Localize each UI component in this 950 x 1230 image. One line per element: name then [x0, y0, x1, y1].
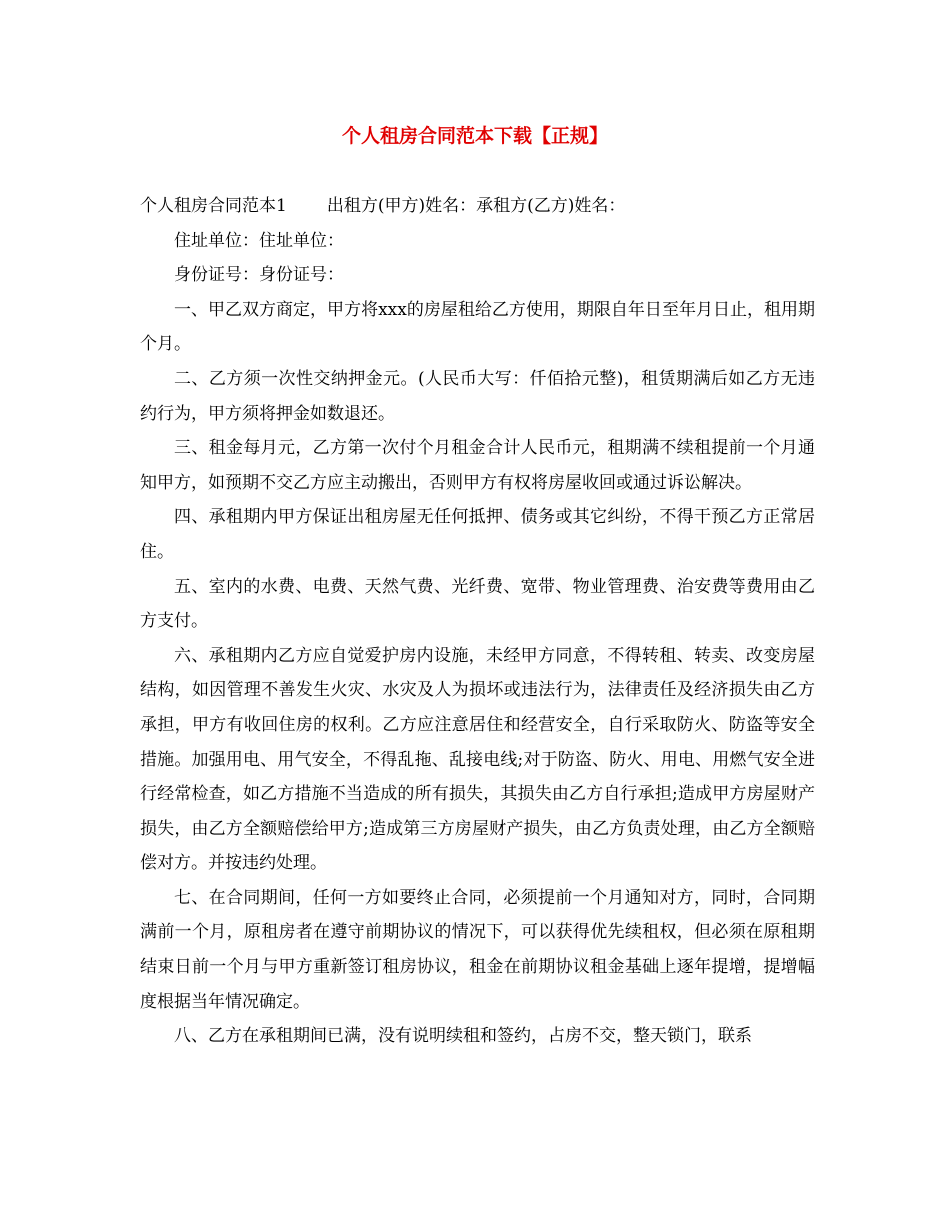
clause-6: 六、承租期内乙方应自觉爱护房内设施，未经甲方同意，不得转租、转卖、改变房屋结构，如因管理不善发生火灾、水灾及人为损坏或违法行为，法律责任及经济损失由乙方承担，甲方有收回住房的权利。乙方应注意居住和经营安全，自行采取防火、防盗等安全措施。加强用电、用气安全，不得乱拖、乱接电线;对于防盗、防火、用电、用燃气安全进行经常检查，如乙方措施不当造成的所有损失，其损失由乙方自行承担;造成甲方房屋财产损失，由乙方全额赔偿给甲方;造成第三方房屋财产损失，由乙方负责处理，由乙方全额赔偿对方。并按违约处理。 [140, 645, 815, 874]
clause-3: 三、租金每月元，乙方第一次付个月租金合计人民币元，租期满不续租提前一个月通知甲方，如预期不交乙方应主动搬出，否则甲方有权将房屋收回或通过诉讼解决。 [140, 438, 815, 493]
clause-1: 一、甲乙双方商定，甲方将xxx的房屋租给乙方使用，期限自年日至年月日止，租用期个月。 [140, 299, 815, 355]
clause-7: 七、在合同期间，任何一方如要终止合同，必须提前一个月通知对方，同时，合同期满前一个月，原租房者在遵守前期协议的情况下，可以获得优先续租权，但必须在原租期结束日前一个月与甲方重新签订租房协议，租金在前期协议租金基础上逐年提增，提增幅度根据当年情况确定。 [140, 887, 815, 1012]
parties-line: 出租方(甲方)姓名：承租方(乙方)姓名： [326, 196, 626, 216]
clause-5: 五、室内的水费、电费、天然气费、光纤费、宽带、物业管理费、治安费等费用由乙方支付。 [140, 576, 815, 632]
clause-8: 八、乙方在承租期间已满，没有说明续租和签约，占房不交，整天锁门，联系 [174, 1026, 752, 1047]
clause-4: 四、承租期内甲方保证出租房屋无任何抵押、债务或其它纠纷，不得干预乙方正常居住。 [140, 507, 815, 562]
address-line: 住址单位：住址单位： [174, 230, 344, 251]
heading-line [140, 189, 815, 224]
document-body [140, 189, 815, 1054]
id-number-line: 身份证号：身份证号： [174, 265, 344, 286]
contract-label: 个人租房合同范本1 [140, 196, 287, 216]
clause-2: 二、乙方须一次性交纳押金元。(人民币大写：仟佰拾元整)，租赁期满后如乙方无违约行为，甲方须将押金如数退还。 [140, 368, 815, 424]
document-title: 个人租房合同范本下载【正规】 [341, 125, 608, 147]
